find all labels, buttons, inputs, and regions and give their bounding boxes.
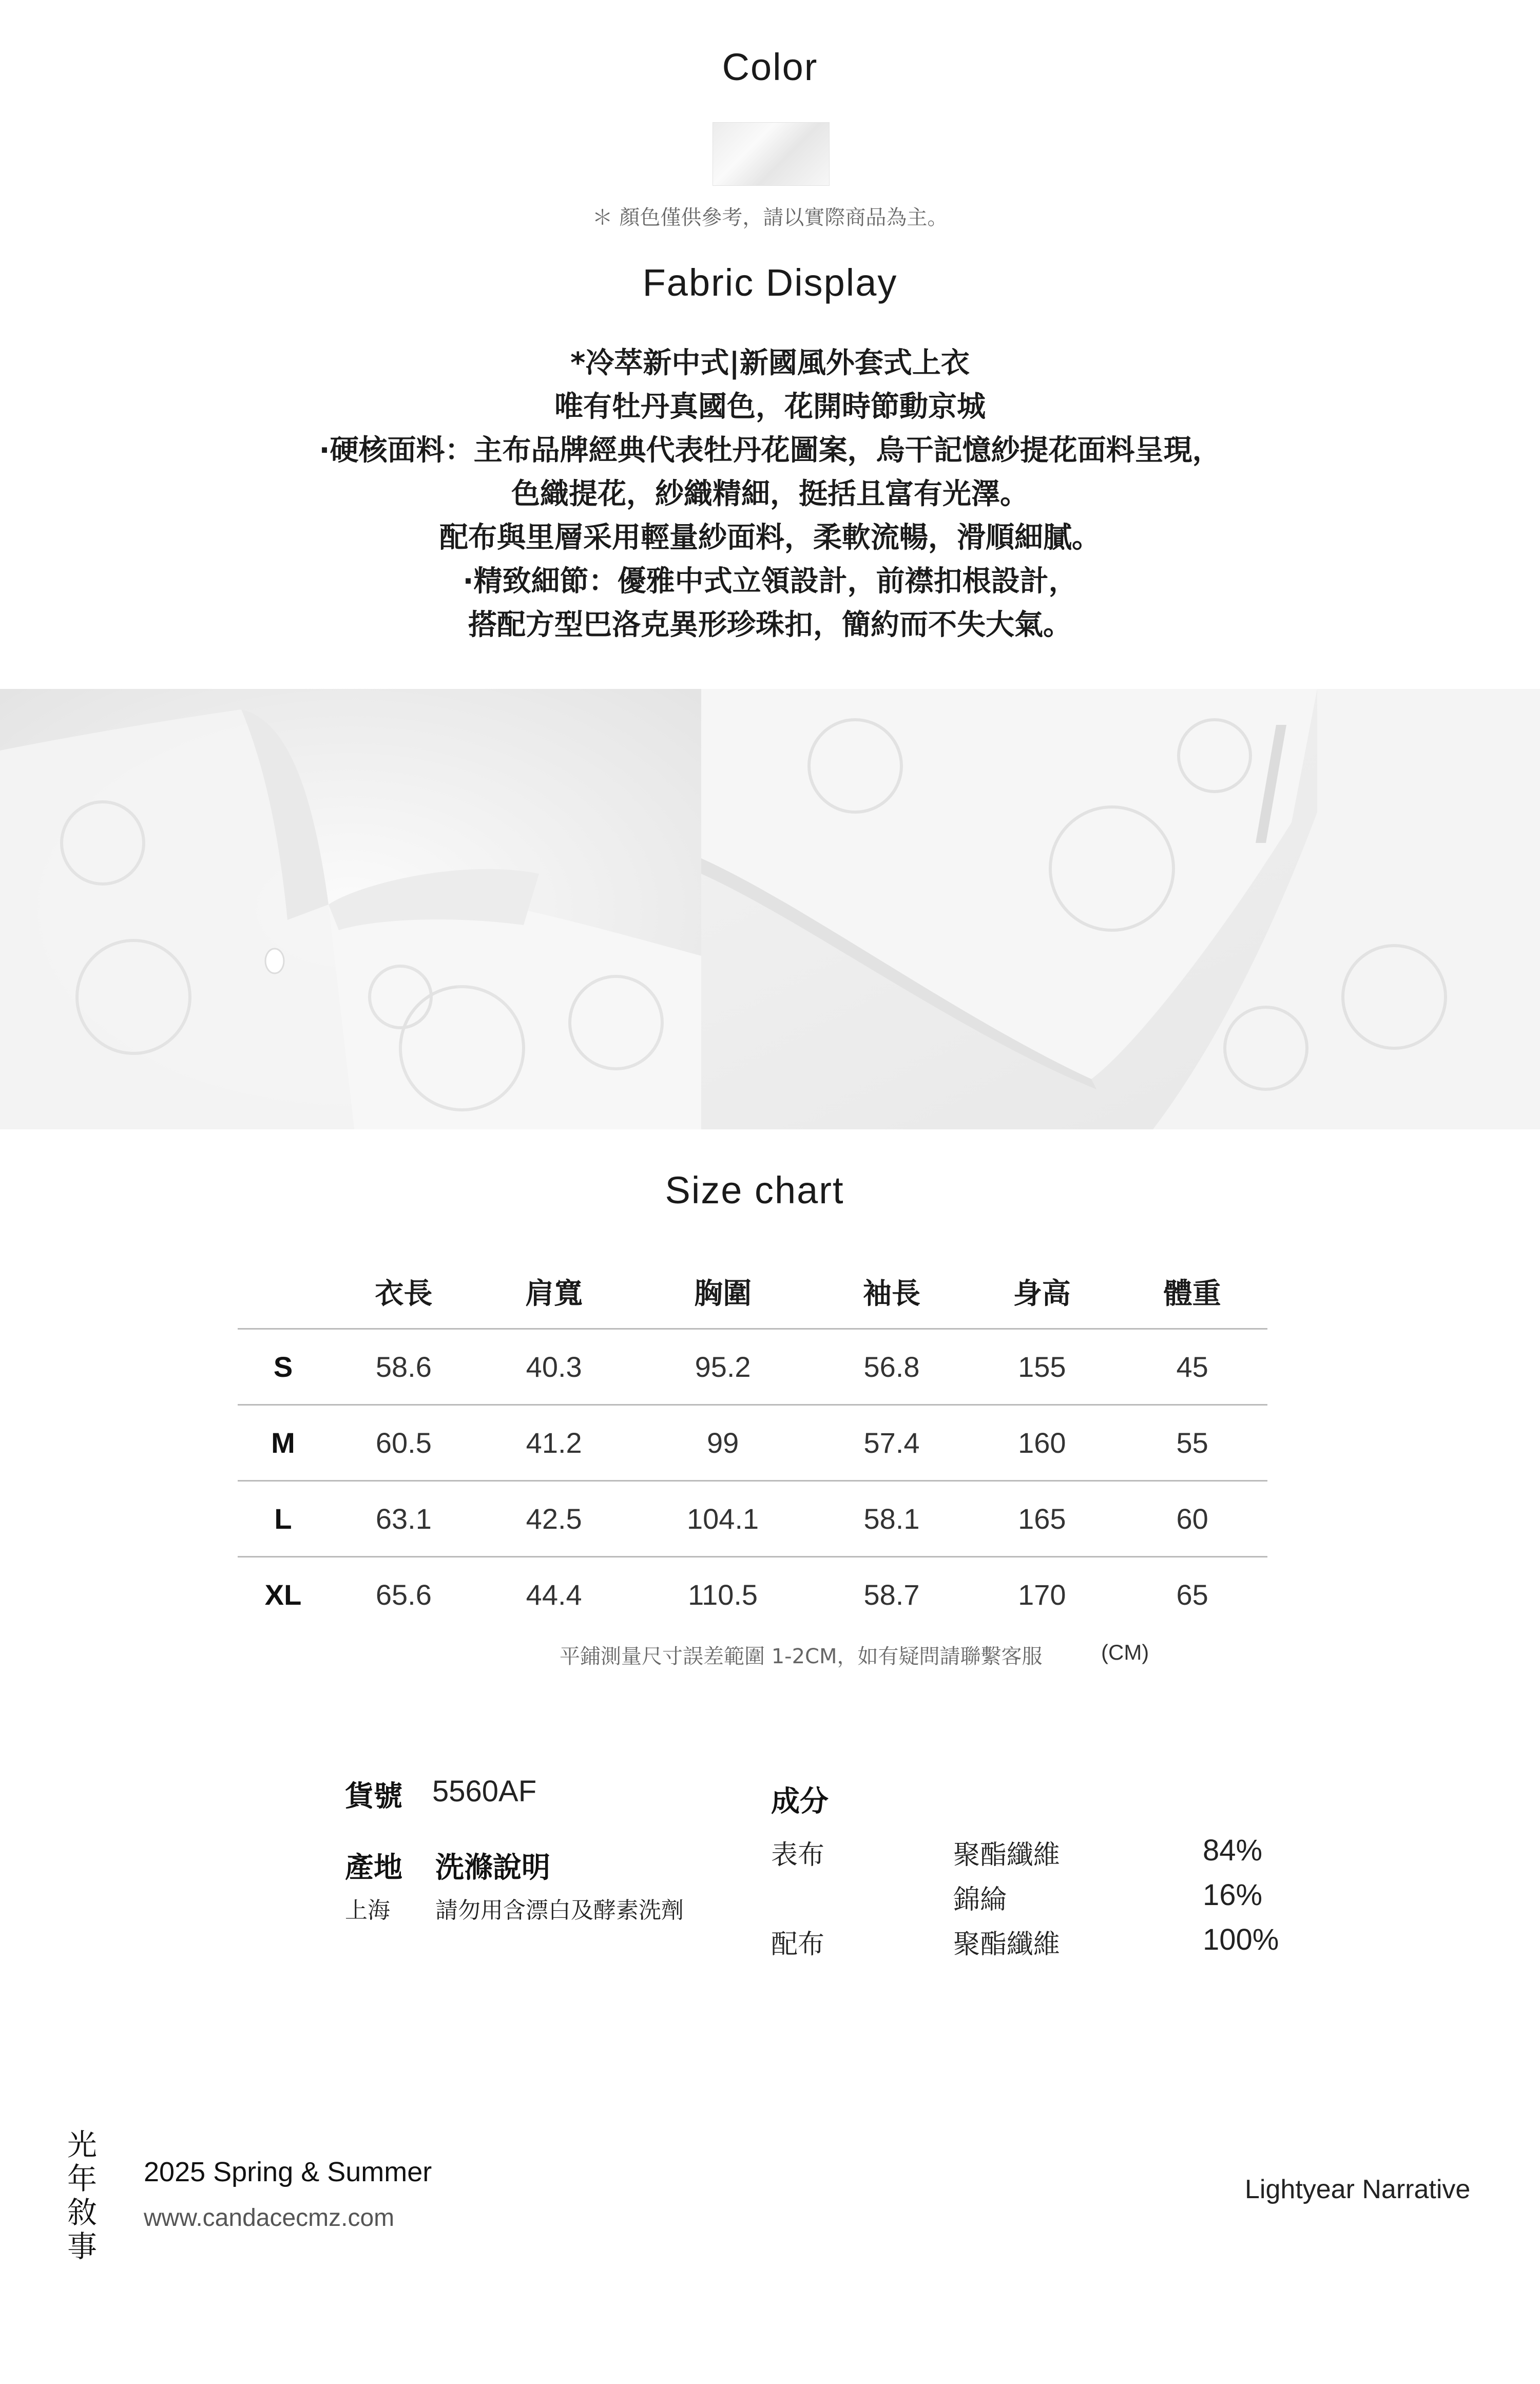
season-label: 2025 Spring & Summer [144, 2157, 432, 2187]
size-label: M [238, 1405, 329, 1481]
composition-part: 配布 [771, 1929, 825, 1960]
desc-line: ·精致細節：優雅中式立領設計，前襟扣根設計， [463, 565, 1077, 598]
table-cell: 56.8 [817, 1329, 967, 1405]
composition-material: 聚酯纖維 [953, 1929, 1061, 1960]
table-cell: 41.2 [479, 1405, 629, 1481]
table-row [238, 1405, 1267, 1481]
size-table-header [238, 1255, 1267, 1329]
desc-line: 色織提花，紗織精細，挺括且富有光澤。 [511, 477, 1029, 511]
composition-material: 錦綸 [953, 1885, 1007, 1915]
desc-line: ·硬核面料：主布品牌經典代表牡丹花圖案，烏干記憶紗提花面料呈現， [319, 434, 1221, 467]
table-cell: 58.6 [329, 1329, 479, 1405]
composition-material: 聚酯纖維 [953, 1840, 1061, 1871]
size-chart-note: 平鋪測量尺寸誤差範圍 1-2CM，如有疑問請聯繫客服 [560, 1645, 1043, 1668]
table-cell: 160 [967, 1405, 1117, 1481]
fabric-photo-collar [0, 689, 701, 1129]
item-no-label: 貨號 [345, 1780, 402, 1813]
website-link[interactable]: www.candacecmz.com [144, 2204, 395, 2232]
item-no-value: 5560AF [432, 1775, 537, 1808]
desc-line: 搭配方型巴洛克異形珍珠扣，簡約而不失大氣。 [468, 608, 1072, 642]
table-cell: 65.6 [329, 1557, 479, 1632]
desc-line: *冷萃新中式|新國風外套式上衣 [570, 347, 970, 380]
table-cell: 170 [967, 1557, 1117, 1632]
composition-label: 成分 [771, 1785, 829, 1818]
table-cell: 155 [967, 1329, 1117, 1405]
table-cell: 104.1 [629, 1481, 817, 1557]
wash-label: 洗滌說明 [435, 1851, 550, 1885]
table-cell: 60 [1117, 1481, 1267, 1557]
table-row [238, 1329, 1267, 1405]
color-note: ＊ 顏色僅供參考，請以實際商品為主。 [592, 206, 948, 229]
vertical-brand-name: 光年敘事 [67, 2127, 97, 2264]
size-chart-title: Size chart [665, 1169, 844, 1212]
color-swatch-white[interactable] [713, 122, 830, 186]
table-row [238, 1557, 1267, 1632]
origin-label: 產地 [345, 1851, 402, 1885]
header-height: 身高 [1013, 1277, 1071, 1311]
color-title: Color [722, 46, 818, 88]
desc-line: 配布與里層采用輕量紗面料，柔軟流暢，滑順細膩。 [439, 521, 1101, 554]
table-cell: 165 [967, 1481, 1117, 1557]
fabric-description [0, 341, 1540, 647]
table-cell: 110.5 [629, 1557, 817, 1632]
header-sleeve: 袖長 [863, 1277, 920, 1311]
table-cell: 60.5 [329, 1405, 479, 1481]
table-cell: 95.2 [629, 1329, 817, 1405]
size-chart-unit: (CM) [1101, 1640, 1149, 1664]
table-cell: 45 [1117, 1329, 1267, 1405]
header-length: 衣長 [375, 1277, 433, 1311]
header-weight: 體重 [1163, 1277, 1221, 1311]
composition-percent: 84% [1203, 1834, 1263, 1867]
table-cell: 58.7 [817, 1557, 967, 1632]
composition-percent: 100% [1203, 1923, 1279, 1956]
desc-line: 唯有牡丹真國色，花開時節動京城 [554, 390, 986, 424]
wash-value: 請勿用含漂白及酵素洗劑 [435, 1897, 684, 1924]
table-cell: 57.4 [817, 1405, 967, 1481]
table-cell: 44.4 [479, 1557, 629, 1632]
table-cell: 55 [1117, 1405, 1267, 1481]
table-cell: 65 [1117, 1557, 1267, 1632]
table-cell: 99 [629, 1405, 817, 1481]
header-shoulder: 肩寬 [525, 1277, 583, 1311]
composition-percent: 16% [1203, 1878, 1263, 1912]
brand-tagline: Lightyear Narrative [1245, 2175, 1471, 2204]
size-label: S [238, 1329, 329, 1405]
fabric-title: Fabric Display [642, 261, 898, 304]
table-cell: 63.1 [329, 1481, 479, 1557]
table-cell: 58.1 [817, 1481, 967, 1557]
table-cell: 40.3 [479, 1329, 629, 1405]
origin-value: 上海 [345, 1897, 390, 1924]
table-row [238, 1481, 1267, 1557]
size-table [238, 1255, 1267, 1632]
size-label: L [238, 1481, 329, 1557]
table-cell: 42.5 [479, 1481, 629, 1557]
composition-part: 表布 [771, 1840, 825, 1871]
size-label: XL [238, 1557, 329, 1632]
fabric-photo-hem [701, 689, 1540, 1129]
header-chest: 胸圍 [694, 1277, 752, 1311]
